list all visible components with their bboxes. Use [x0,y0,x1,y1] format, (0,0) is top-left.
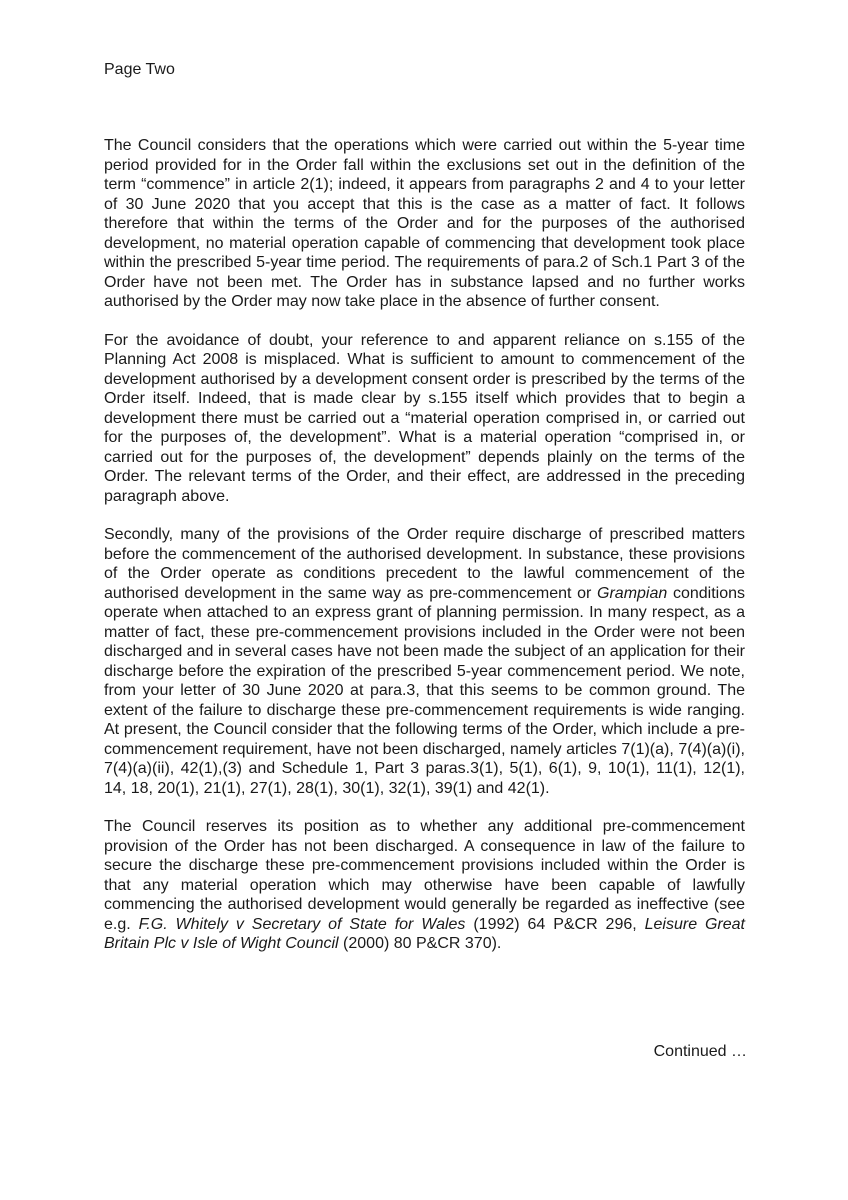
paragraph-lapse-of-order [104,136,745,312]
paragraph-pre-commencement-provisions [104,525,745,798]
paragraph-text: The Council considers that the operations which were carried out within the 5-year time period provided for in the Order fall within the exclusions set out in the definition of the term “commence” in article 2(1); indeed, it appears from paragraphs 2 and 4 to your letter of 30 June 2020 that you accept that this is the case as a matter of fact. It follows therefore that within the terms of the Order and for the purposes of the authorised development, no material operation capable of commencing that development took place within the prescribed 5-year time period. The requirements of para.2 of Sch.1 Part 3 of the Order have not been met. The Order has in substance lapsed and no further works authorised by the Order may now take place in the absence of further consent. [104,137,745,310]
paragraph-text: The Council reserves its position as to whether any additional pre-commencement provision of the Order has not been discharged. A consequence in law of the failure to secure the discharge these pre-commencement provisions included within the Order is that any material operation which may otherwise have been capable of lawfully commencing the authorised development would generally be regarded as ineffective (see e.g. [104,818,745,933]
letter-body [104,136,745,973]
paragraph-text: (2000) 80 P&CR 370). [338,935,502,952]
paragraph-text: Secondly, many of the provisions of the Order require discharge of prescribed matters before the commencement of the authorised development. In substance, these provisions of the Order operate as conditions precedent to the lawful commencement of the authorised development in the same way as pre-commencement or [104,526,745,602]
paragraph-reservation-of-position [104,817,745,954]
paragraph-section-155 [104,331,745,507]
paragraph-text: conditions operate when attached to an express grant of planning permission. In many respect, as a matter of fact, these pre-commencement provisions included in the Order were not been discharged and in several cases have not been made the subject of an application for their discharge before the expiration of the prescribed 5-year commencement period. We note, from your letter of 30 June 2020 at para.3, that this seems to be common ground. The extent of the failure to discharge these pre-commencement requirements is wide ranging. At present, the Council consider that the following terms of the Order, which include a pre-commencement requirement, have not been discharged, namely articles 7(1)(a), 7(4)(a)(i), 7(4)(a)(ii), 42(1),(3) and Schedule 1, Part 3 paras.3(1), 5(1), 6(1), 9, 10(1), 11(1), 12(1), 14, 18, 20(1), 21(1), 27(1), 28(1), 30(1), 32(1), 39(1) and 42(1). [104,584,745,797]
case-citation-whitely: F.G. Whitely v Secretary of State for Wales [138,915,466,933]
page-number-label: Page Two [104,61,175,78]
case-citation-leisure-great-britain: Leisure Great Britain Plc v Isle of Wight Council [104,915,746,952]
paragraph-text: (1992) 64 P&CR 296, [465,915,645,933]
italic-term-grampian: Grampian [597,584,668,602]
paragraph-text: For the avoidance of doubt, your reference to and apparent reliance on s.155 of the Planning Act 2008 is misplaced. What is sufficient to amount to commencement of the development authorised by a development consent order is prescribed by the terms of the Order itself. Indeed, that is made clear by s.155 itself which provides that to begin a development there must be carried out a “material operation comprised in, or carried out for the purposes of, the development”. What is a material operation “comprised in, or carried out for the purposes of, the development” depends plainly on the terms of the Order. The relevant terms of the Order, and their effect, are addressed in the preceding paragraph above. [104,331,745,505]
continued-label: Continued … [653,1043,747,1060]
